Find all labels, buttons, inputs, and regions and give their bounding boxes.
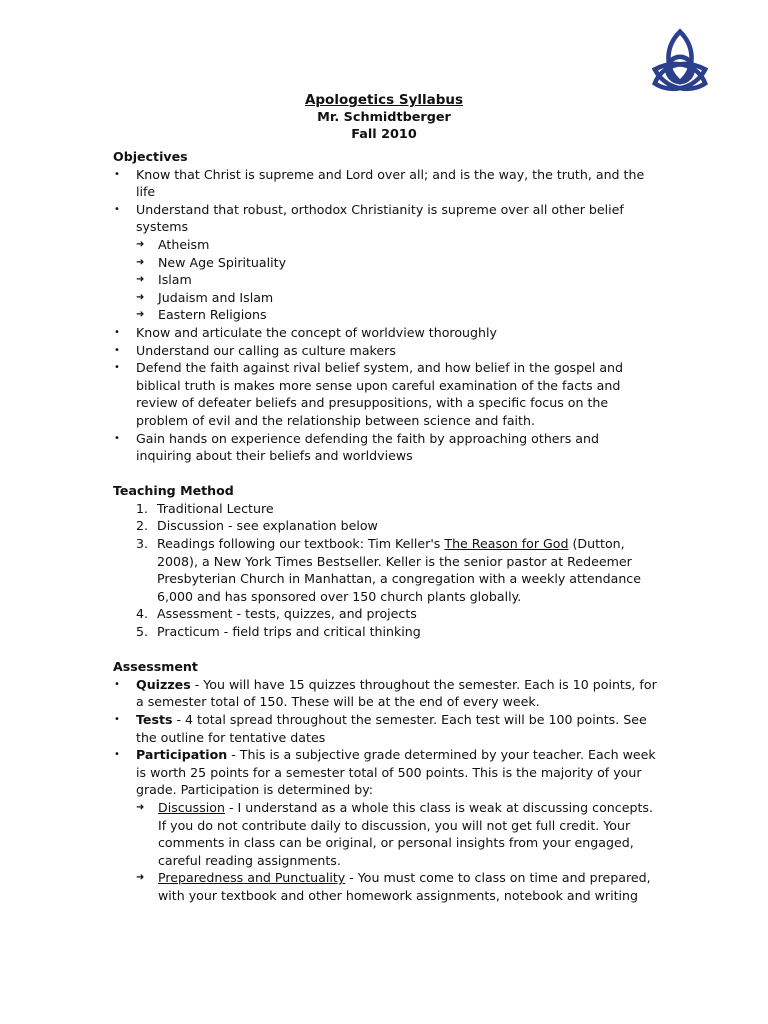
list-item xyxy=(113,535,658,605)
list-item xyxy=(113,623,658,641)
quizzes-label: Quizzes xyxy=(136,676,191,692)
list-item xyxy=(113,676,658,711)
list-text: Assessment - tests, quizzes, and projects xyxy=(157,606,417,622)
teaching-method-heading: Teaching Method xyxy=(113,483,234,499)
sub-list-item: ➜ Eastern Religions xyxy=(113,306,658,324)
document-title: Apologetics Syllabus xyxy=(304,92,464,108)
triquetra-icon xyxy=(645,26,715,96)
list-text: - I understand as a whole this class is weak at discussing concepts. If you do not contribute daily to discussion, you will not get full credit. Your comments in class can be original, or personal insights from your engaged, careful reading assignments. xyxy=(158,799,653,868)
spacer xyxy=(113,641,658,659)
teacher-name: Mr. Schmidtberger xyxy=(317,110,451,125)
list-item xyxy=(113,605,658,623)
term: Fall 2010 xyxy=(351,127,417,142)
list-item: • Know and articulate the concept of worldview thoroughly xyxy=(113,324,658,342)
list-number: 1. xyxy=(136,500,149,516)
list-text: Discussion - see explanation below xyxy=(157,518,378,534)
sub-list-item xyxy=(113,869,658,904)
objectives-heading: Objectives xyxy=(113,149,188,164)
objectives-list xyxy=(113,166,658,465)
list-text: (Dutton, 2008), a New York Times Bestseller. Keller is the senior pastor at Redeemer Presbyterian Church in Manhattan, a congregation with a weekly attendance 6,000 and has sponsored over 150 church plants globally. xyxy=(157,536,641,604)
discussion-label: Discussion xyxy=(158,799,225,815)
spacer xyxy=(113,465,658,483)
list-item xyxy=(113,711,658,746)
list-text: Traditional Lecture xyxy=(157,500,274,516)
tests-label: Tests xyxy=(136,712,173,727)
list-item: • Defend the faith against rival belief system, and how belief in the gospel and biblical truth is makes more sense upon careful examination of the facts and review of defeater beliefs and presuppositions, with a specific focus on the problem of evil and the relationship between science and faith. xyxy=(113,359,658,429)
list-text: - You will have 15 quizzes throughout the semester. Each is 10 points, for a semester total of 150. These will be at the end of every week. xyxy=(136,676,657,710)
list-text: - 4 total spread throughout the semester. Each test will be 100 points. See the outline for tentative dates xyxy=(136,712,647,745)
teaching-method-list xyxy=(113,500,658,641)
list-number: 2. xyxy=(136,518,149,534)
list-text: Readings following our textbook: Tim Keller's xyxy=(157,536,445,552)
sub-list-item: ➜ Islam xyxy=(113,271,658,289)
list-item: • Understand that robust, orthodox Christianity is supreme over all other belief systems xyxy=(113,201,658,236)
list-number: 4. xyxy=(136,606,149,622)
list-text: - This is a subjective grade determined by your teacher. Each week is worth 25 points for a semester total of 500 points. This is the majority of your grade. Participation is determined by: xyxy=(136,747,656,798)
list-item: • Gain hands on experience defending the faith by approaching others and inquiring about their beliefs and worldviews xyxy=(113,430,658,465)
list-item: • Know that Christ is supreme and Lord over all; and is the way, the truth, and the life xyxy=(113,166,658,201)
list-item xyxy=(113,746,658,799)
list-item xyxy=(113,517,658,535)
sub-list-item xyxy=(113,799,658,869)
sub-list-item: ➜ New Age Spirituality xyxy=(113,254,658,272)
list-number: 3. xyxy=(136,536,149,552)
list-item: • Understand our calling as culture makers xyxy=(113,342,658,360)
list-text: Practicum - field trips and critical thinking xyxy=(157,624,421,640)
sub-list-item: ➜ Atheism xyxy=(113,236,658,254)
participation-label: Participation xyxy=(136,747,228,763)
book-title: The Reason for God xyxy=(444,536,569,552)
assessment-list xyxy=(113,676,658,905)
document-header xyxy=(0,92,768,143)
preparedness-label: Preparedness and Punctuality xyxy=(158,870,346,886)
list-number: 5. xyxy=(136,624,149,640)
list-text: - You must come to class on time and prepared, with your textbook and other homework assignments, notebook and writing xyxy=(158,870,651,903)
list-item xyxy=(113,500,658,518)
assessment-heading: Assessment xyxy=(113,659,198,675)
document-body xyxy=(113,148,658,905)
sub-list-item: ➜ Judaism and Islam xyxy=(113,289,658,307)
